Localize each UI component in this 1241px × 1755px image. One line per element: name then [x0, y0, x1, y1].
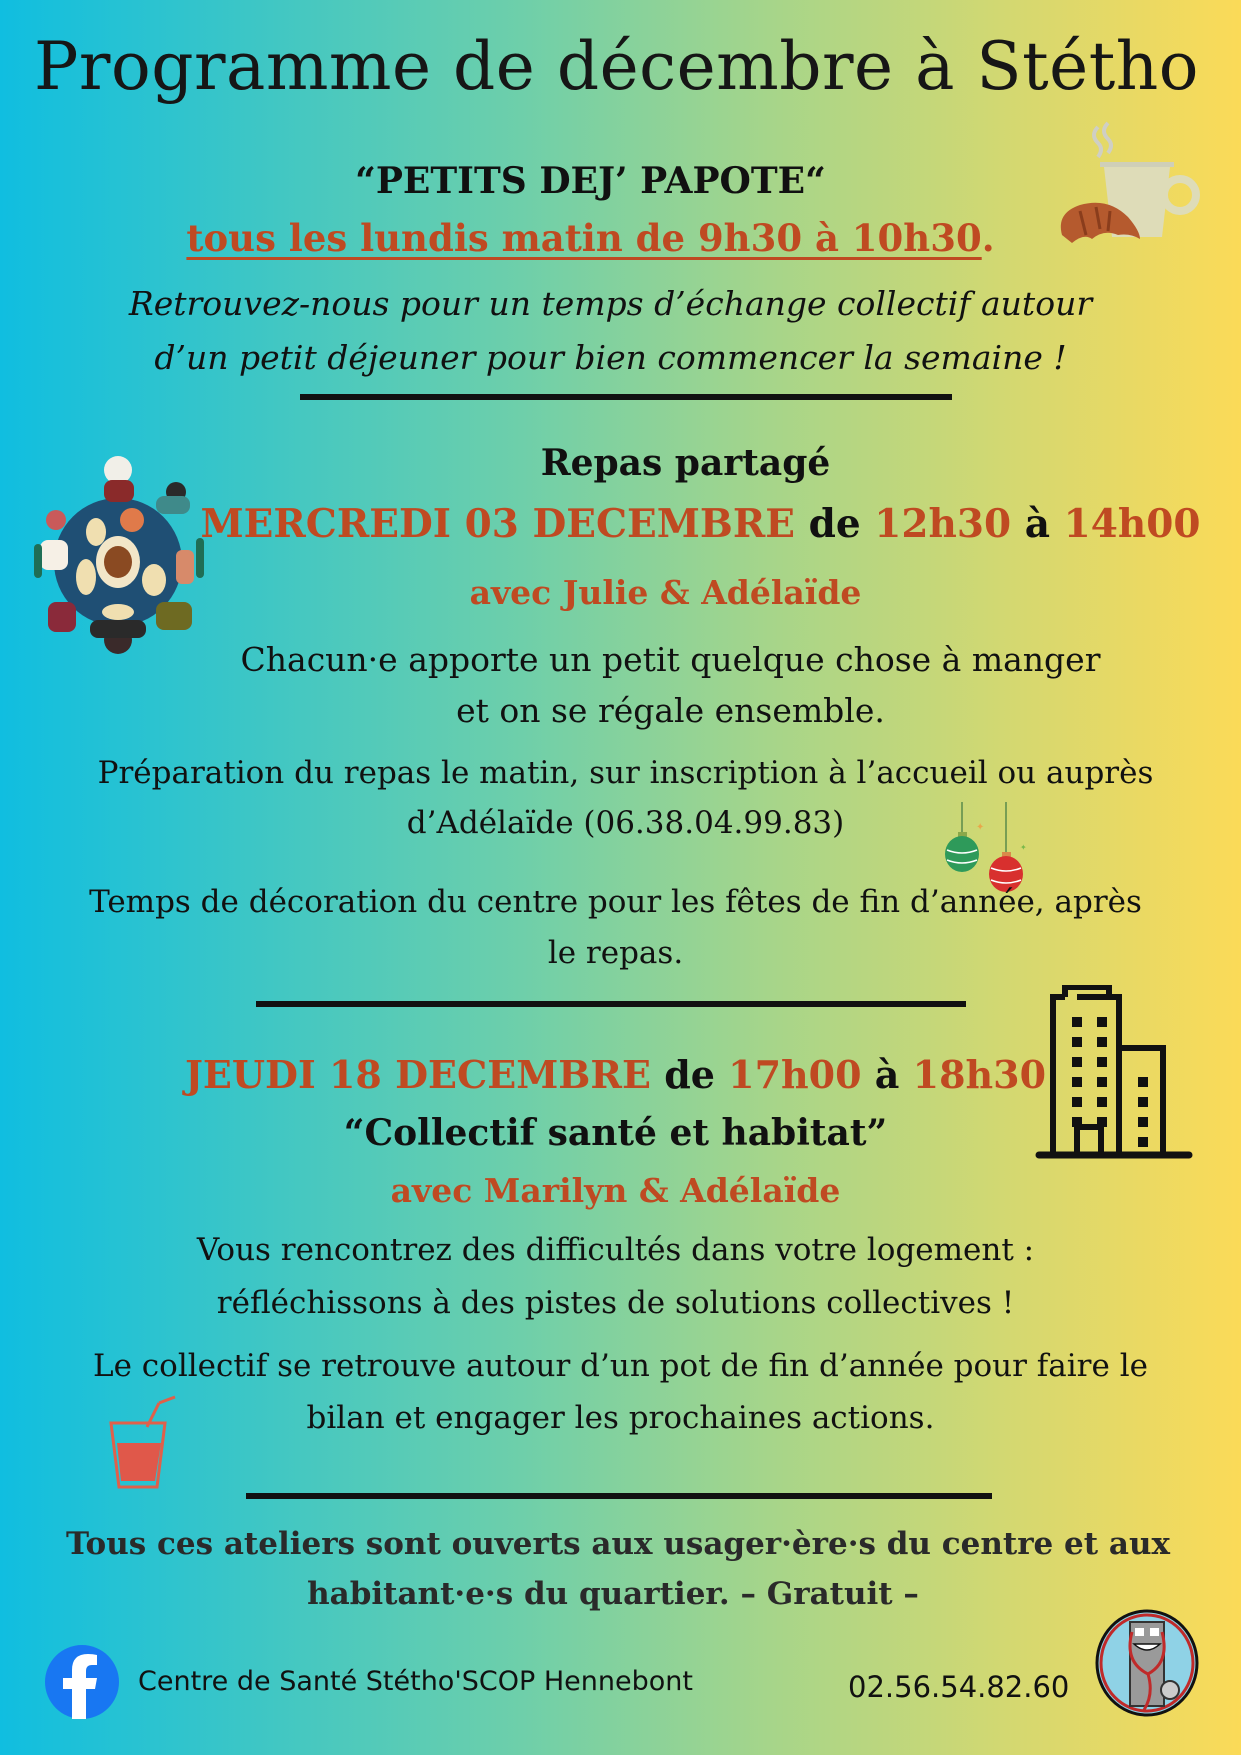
collectif-from: de [664, 1052, 715, 1097]
petit-dej-desc-line1: Retrouvez-nous pour un temps d’échange collectif autour [128, 284, 1093, 323]
repas-schedule [160, 501, 1241, 547]
repas-desc-line2: et on se régale ensemble. [456, 691, 885, 730]
repas-deco-line2: le repas. [547, 935, 684, 971]
collectif-heading: “Collectif santé et habitat” [343, 1112, 888, 1154]
closing-line1: Tous ces ateliers sont ouverts aux usager·ère·s du centre et aux [66, 1526, 1170, 1562]
repas-start-time: 12h30 [874, 501, 1012, 547]
petit-dej-period: . [981, 216, 995, 260]
repas-from: de [808, 501, 861, 547]
divider-3 [246, 1493, 992, 1499]
repas-end-time: 14h00 [1063, 501, 1201, 547]
facebook-icon[interactable] [45, 1645, 119, 1719]
collectif-desc-line2: réfléchissons à des pistes de solutions collectives ! [216, 1285, 1015, 1321]
collectif-day: JEUDI 18 DECEMBRE [184, 1052, 651, 1097]
phone-number: 02.56.54.82.60 [848, 1670, 1070, 1704]
petit-dej-desc-line2: d’un petit déjeuner pour bien commencer la semaine ! [154, 338, 1067, 377]
repas-to: à [1024, 501, 1051, 547]
collectif-pot-line1: Le collectif se retrouve autour d’un pot de fin d’année pour faire le [93, 1348, 1148, 1384]
repas-hosts: avec Julie & Adélaïde [469, 573, 862, 612]
divider-1 [300, 394, 952, 400]
page-title: Programme de décembre à Stétho [34, 28, 1199, 105]
collectif-end-time: 18h30 [912, 1052, 1047, 1097]
coffee-croissant-icon [1040, 115, 1240, 255]
petit-dej-heading: “PETITS DEJ’ PAPOTE“ [355, 160, 826, 202]
collectif-pot-line2: bilan et engager les prochaines actions. [306, 1400, 935, 1436]
closing-line2: habitant·e·s du quartier. – Gratuit – [307, 1576, 919, 1612]
repas-prep-line1: Préparation du repas le matin, sur inscription à l’accueil ou auprès [97, 755, 1154, 791]
divider-2 [256, 1001, 966, 1007]
collectif-to: à [874, 1052, 900, 1097]
svg-text:✦: ✦ [1020, 843, 1027, 852]
repas-day: MERCREDI 03 DECEMBRE [200, 501, 796, 547]
collectif-desc-line1: Vous rencontrez des difficultés dans votre logement : [196, 1232, 1035, 1268]
collectif-hosts: avec Marilyn & Adélaïde [390, 1171, 841, 1210]
svg-text:✦: ✦ [976, 822, 985, 833]
collectif-start-time: 17h00 [728, 1052, 862, 1097]
stetho-mascot-logo [1092, 1608, 1202, 1718]
collectif-schedule [0, 1052, 1241, 1097]
facebook-page-name[interactable]: Centre de Santé Stétho'SCOP Hennebont [138, 1666, 693, 1697]
petit-dej-schedule-text: tous les lundis matin de 9h30 à 10h30 [186, 216, 982, 260]
drink-glass-icon [105, 1395, 180, 1490]
repas-prep-line2: d’Adélaïde (06.38.04.99.83) [406, 805, 845, 841]
repas-deco-line1: Temps de décoration du centre pour les fêtes de fin d’année, après [89, 884, 1142, 920]
repas-desc-line1: Chacun·e apporte un petit quelque chose à manger [240, 640, 1101, 679]
repas-heading: Repas partagé [540, 442, 831, 484]
